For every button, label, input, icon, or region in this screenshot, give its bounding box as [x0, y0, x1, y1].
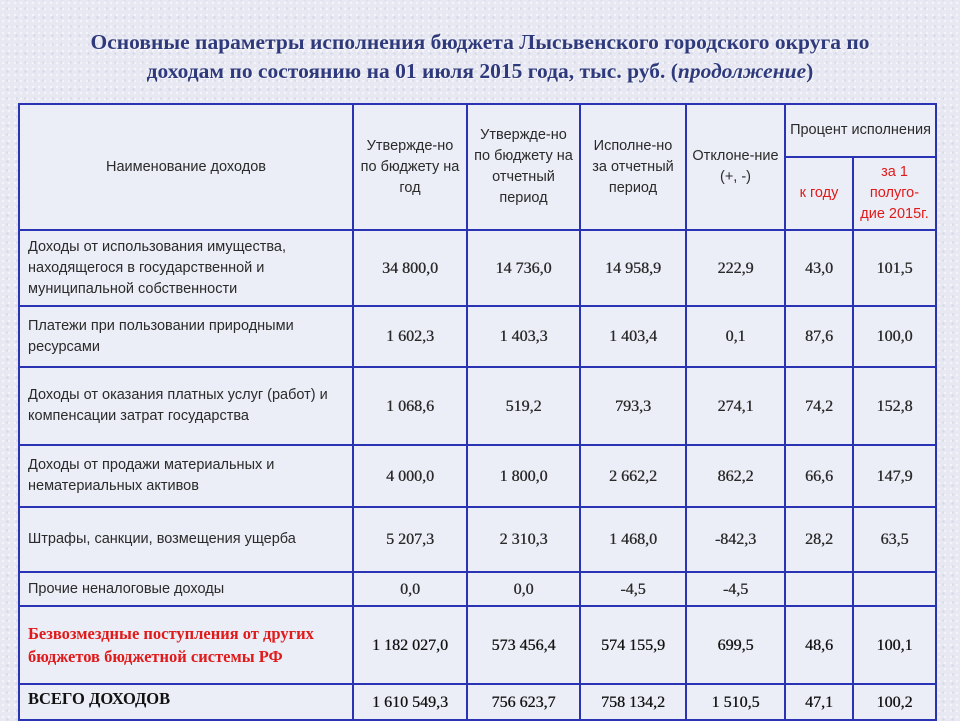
row-name: Штрафы, санкции, возмещения ущерба: [19, 507, 353, 572]
cell-deviation: 699,5: [686, 606, 785, 684]
cell-deviation: 862,2: [686, 445, 785, 507]
row-name: Доходы от продажи материальных и нематериальных активов: [19, 445, 353, 507]
title-line-1: Основные параметры исполнения бюджета Лысьвенского городского округа по: [90, 30, 870, 54]
cell-percent-year: [785, 572, 853, 606]
cell-percent-year: 66,6: [785, 445, 853, 507]
cell-approved-period: 756 623,7: [467, 684, 580, 720]
cell-approved-period: 14 736,0: [467, 230, 580, 306]
table-row: [19, 507, 936, 572]
header-approved-period: Утвержде-но по бюджету на отчетный период: [467, 104, 580, 230]
cell-deviation: 1 510,5: [686, 684, 785, 720]
table-row-total: [19, 684, 936, 720]
header-percent-half: за 1 полуго-дие 2015г.: [853, 157, 936, 230]
cell-percent-half: 101,5: [853, 230, 936, 306]
table-row: [19, 367, 936, 445]
cell-percent-half: 100,1: [853, 606, 936, 684]
cell-approved-year: 1 068,6: [353, 367, 467, 445]
row-name: Прочие неналоговые доходы: [19, 572, 353, 606]
row-name: Доходы от оказания платных услуг (работ) и компенсации затрат государства: [19, 367, 353, 445]
cell-executed: 2 662,2: [580, 445, 686, 507]
cell-percent-year: 48,6: [785, 606, 853, 684]
cell-executed: 1 468,0: [580, 507, 686, 572]
cell-approved-year: 1 182 027,0: [353, 606, 467, 684]
cell-approved-period: 519,2: [467, 367, 580, 445]
cell-percent-half: 63,5: [853, 507, 936, 572]
table-row: [19, 445, 936, 507]
cell-deviation: 274,1: [686, 367, 785, 445]
header-name: Наименование доходов: [19, 104, 353, 230]
header-percent-year: к году: [785, 157, 853, 230]
row-name: Доходы от использования имущества, находящегося в государственной и муниципальной собственности: [19, 230, 353, 306]
cell-deviation: 0,1: [686, 306, 785, 367]
header-approved-year: Утвержде-но по бюджету на год: [353, 104, 467, 230]
cell-executed: 14 958,9: [580, 230, 686, 306]
cell-deviation: 222,9: [686, 230, 785, 306]
cell-approved-period: 1 403,3: [467, 306, 580, 367]
cell-approved-year: 1 610 549,3: [353, 684, 467, 720]
cell-executed: 574 155,9: [580, 606, 686, 684]
row-name: ВСЕГО ДОХОДОВ: [19, 684, 353, 720]
table-row: [19, 306, 936, 367]
cell-executed: -4,5: [580, 572, 686, 606]
cell-approved-period: 1 800,0: [467, 445, 580, 507]
cell-percent-year: 47,1: [785, 684, 853, 720]
cell-executed: 793,3: [580, 367, 686, 445]
cell-approved-period: 0,0: [467, 572, 580, 606]
table-row: [19, 572, 936, 606]
cell-percent-year: 43,0: [785, 230, 853, 306]
cell-approved-year: 34 800,0: [353, 230, 467, 306]
cell-approved-year: 0,0: [353, 572, 467, 606]
cell-percent-half: 100,0: [853, 306, 936, 367]
row-name: Платежи при пользовании природными ресурсами: [19, 306, 353, 367]
title-line-2: доходам по состоянию на 01 июля 2015 года, тыс. руб. (продолжение): [146, 59, 814, 83]
cell-percent-half: 100,2: [853, 684, 936, 720]
cell-deviation: -842,3: [686, 507, 785, 572]
row-name: Безвозмездные поступления от других бюджетов бюджетной системы РФ: [19, 606, 353, 684]
header-deviation: Отклоне-ние (+, -): [686, 104, 785, 230]
header-percent: Процент исполнения: [785, 104, 936, 157]
cell-executed: 758 134,2: [580, 684, 686, 720]
cell-approved-year: 4 000,0: [353, 445, 467, 507]
header-executed: Исполне-но за отчетный период: [580, 104, 686, 230]
cell-percent-year: 87,6: [785, 306, 853, 367]
title-italic: продолжение: [677, 59, 807, 83]
page-title: [20, 28, 940, 86]
table-row-transfers: [19, 606, 936, 684]
cell-executed: 1 403,4: [580, 306, 686, 367]
cell-percent-year: 28,2: [785, 507, 853, 572]
cell-percent-half: 147,9: [853, 445, 936, 507]
cell-percent-half: 152,8: [853, 367, 936, 445]
cell-deviation: -4,5: [686, 572, 785, 606]
cell-approved-year: 5 207,3: [353, 507, 467, 572]
cell-approved-year: 1 602,3: [353, 306, 467, 367]
cell-percent-half: [853, 572, 936, 606]
cell-approved-period: 573 456,4: [467, 606, 580, 684]
budget-table: [18, 103, 937, 721]
table-row: [19, 230, 936, 306]
cell-approved-period: 2 310,3: [467, 507, 580, 572]
header-row: [19, 104, 936, 157]
cell-percent-year: 74,2: [785, 367, 853, 445]
